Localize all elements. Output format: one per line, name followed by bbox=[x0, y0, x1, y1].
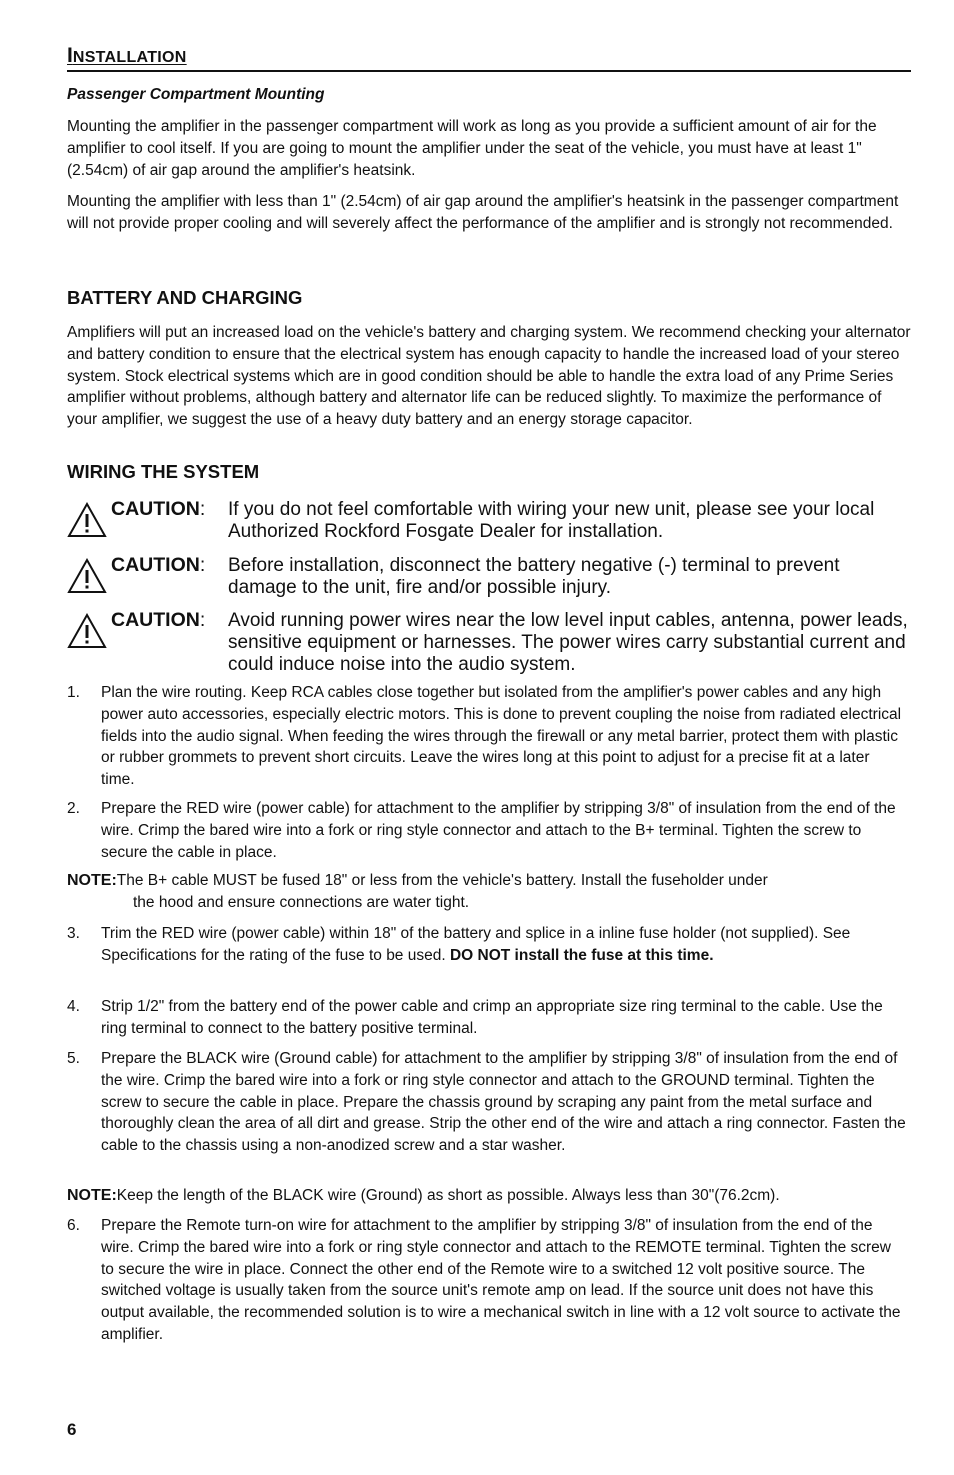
caution-text: Avoid running power wires near the low level input cables, antenna, power leads, sensitive equipment or harnesses. The power wires carry substantial current and could induce noise into the audio system. bbox=[228, 610, 908, 676]
note-2 bbox=[67, 1185, 907, 1207]
step-text: Strip 1/2" from the battery end of the power cable and crimp an appropriate size ring terminal to the cable. Use the ring terminal to connect to the battery positive terminal. bbox=[101, 998, 883, 1037]
caution-label: CAUTION: bbox=[111, 498, 206, 520]
battery-heading: BATTERY AND CHARGING bbox=[67, 287, 303, 308]
caution-label: CAUTION: bbox=[111, 609, 206, 631]
page-header bbox=[67, 42, 911, 72]
warning-icon bbox=[67, 558, 107, 594]
caution-3 bbox=[67, 609, 911, 679]
note-text-cont: the hood and ensure connections are water tight. bbox=[133, 893, 470, 911]
page-number: 6 bbox=[67, 1420, 77, 1439]
warning-icon bbox=[67, 502, 107, 538]
passenger-para-1: Mounting the amplifier in the passenger compartment will work as long as you provide a sufficient amount of air for the amplifier to cool itself. If you are going to mount the amplifier under the seat of the vehicle, you must have at least 1" (2.54cm) of air gap around the amplifier's heatsink. bbox=[67, 118, 877, 179]
step-text: Prepare the BLACK wire (Ground cable) for attachment to the amplifier by stripping 3/8" of insulation from the end of the wire. Crimp the bared wire into a fork or ring style connector and attach to the GROUND terminal. Tighten the screw to secure the cable in place. Prepare the chassis ground by scraping any paint from the metal surface and thoroughly clean the area of all dirt and grease. Strip the other end of the wire and attach a ring connector. Fasten the cable to the chassis using a non-anodized screw and a star washer. bbox=[101, 1050, 906, 1155]
note-label: NOTE: bbox=[67, 872, 117, 889]
caution-label: CAUTION: bbox=[111, 554, 206, 576]
wiring-heading: WIRING THE SYSTEM bbox=[67, 461, 260, 482]
step-number: 3. bbox=[67, 925, 80, 942]
step-text: Prepare the RED wire (power cable) for attachment to the amplifier by stripping 3/8" of insulation from the end of the wire. Crimp the bared wire into a fork or ring style connector and attach to the B+ terminal. Tighten the screw to secure the cable in place. bbox=[101, 800, 896, 861]
caution-text: Before installation, disconnect the battery negative (-) terminal to prevent damage to the unit, fire and/or possible injury. bbox=[228, 555, 840, 599]
passenger-para-2: Mounting the amplifier with less than 1" (2.54cm) of air gap around the amplifier's heatsink in the passenger compartment will not provide proper cooling and will severely affect the performance of the amplifier and is strongly not recommended. bbox=[67, 193, 899, 232]
step-text: Trim the RED wire (power cable) within 18" of the battery and splice in a inline fuse holder (not supplied). See Specifications for the rating of the fuse to be used. DO NOT install the fuse at this time. bbox=[101, 925, 851, 964]
page-title: INSTALLATION bbox=[67, 44, 187, 67]
step-number: 1. bbox=[67, 684, 80, 701]
note-text: The B+ cable MUST be fused 18" or less from the vehicle's battery. Install the fuseholder under bbox=[116, 872, 768, 889]
note-label: NOTE: bbox=[67, 1187, 117, 1204]
step-bold-text: DO NOT install the fuse at this time. bbox=[449, 946, 714, 964]
note-text: Keep the length of the BLACK wire (Ground) as short as possible. Always less than 30"(76.2cm). bbox=[116, 1187, 780, 1204]
caution-text: If you do not feel comfortable with wiring your new unit, please see your local Authorized Rockford Fosgate Dealer for installation. bbox=[228, 499, 875, 543]
step-number: 5. bbox=[67, 1050, 80, 1067]
warning-icon bbox=[67, 613, 107, 649]
step-text: Prepare the Remote turn-on wire for attachment to the amplifier by stripping 3/8" of insulation from the end of the wire. Crimp the bared wire into a fork or ring style connector and attach to the REMOTE terminal. Tighten the screw to secure the wire in place. Connect the other end of the Remote wire to a switched 12 volt positive source. The switched voltage is usually taken from the source unit's remote amp on lead. If the source unit does not have this output available, the recommended solution is to wire a mechanical switch in line with a 12 volt source to activate the amplifier. bbox=[101, 1217, 901, 1343]
step-number: 4. bbox=[67, 998, 80, 1015]
passenger-heading: Passenger Compartment Mounting bbox=[67, 86, 325, 103]
battery-para: Amplifiers will put an increased load on the vehicle's battery and charging system. We recommend checking your alternator and battery condition to ensure that the electrical system has enough capacity to handle the increased load of your stereo system. Stock electrical systems which are in good condition should be able to handle the extra load of any Prime Series amplifier without problems, although battery and alternator life can be reduced slightly. To maximize the performance of your amplifier, we suggest the use of a heavy duty battery and an energy storage capacitor. bbox=[67, 324, 911, 429]
step-number: 2. bbox=[67, 800, 80, 817]
note-1 bbox=[67, 870, 907, 914]
step-number: 6. bbox=[67, 1217, 80, 1234]
step-text: Plan the wire routing. Keep RCA cables close together but isolated from the amplifier's power cables and any high power auto accessories, especially electric motors. This is done to prevent coupling the noise from radiated electrical fields into the audio signal. When feeding the wires through the firewall or any metal barrier, protect them with plastic or rubber grommets to prevent short circuits. Leave the wires long at this point to adjust for a precise fit at a later time. bbox=[101, 684, 902, 789]
